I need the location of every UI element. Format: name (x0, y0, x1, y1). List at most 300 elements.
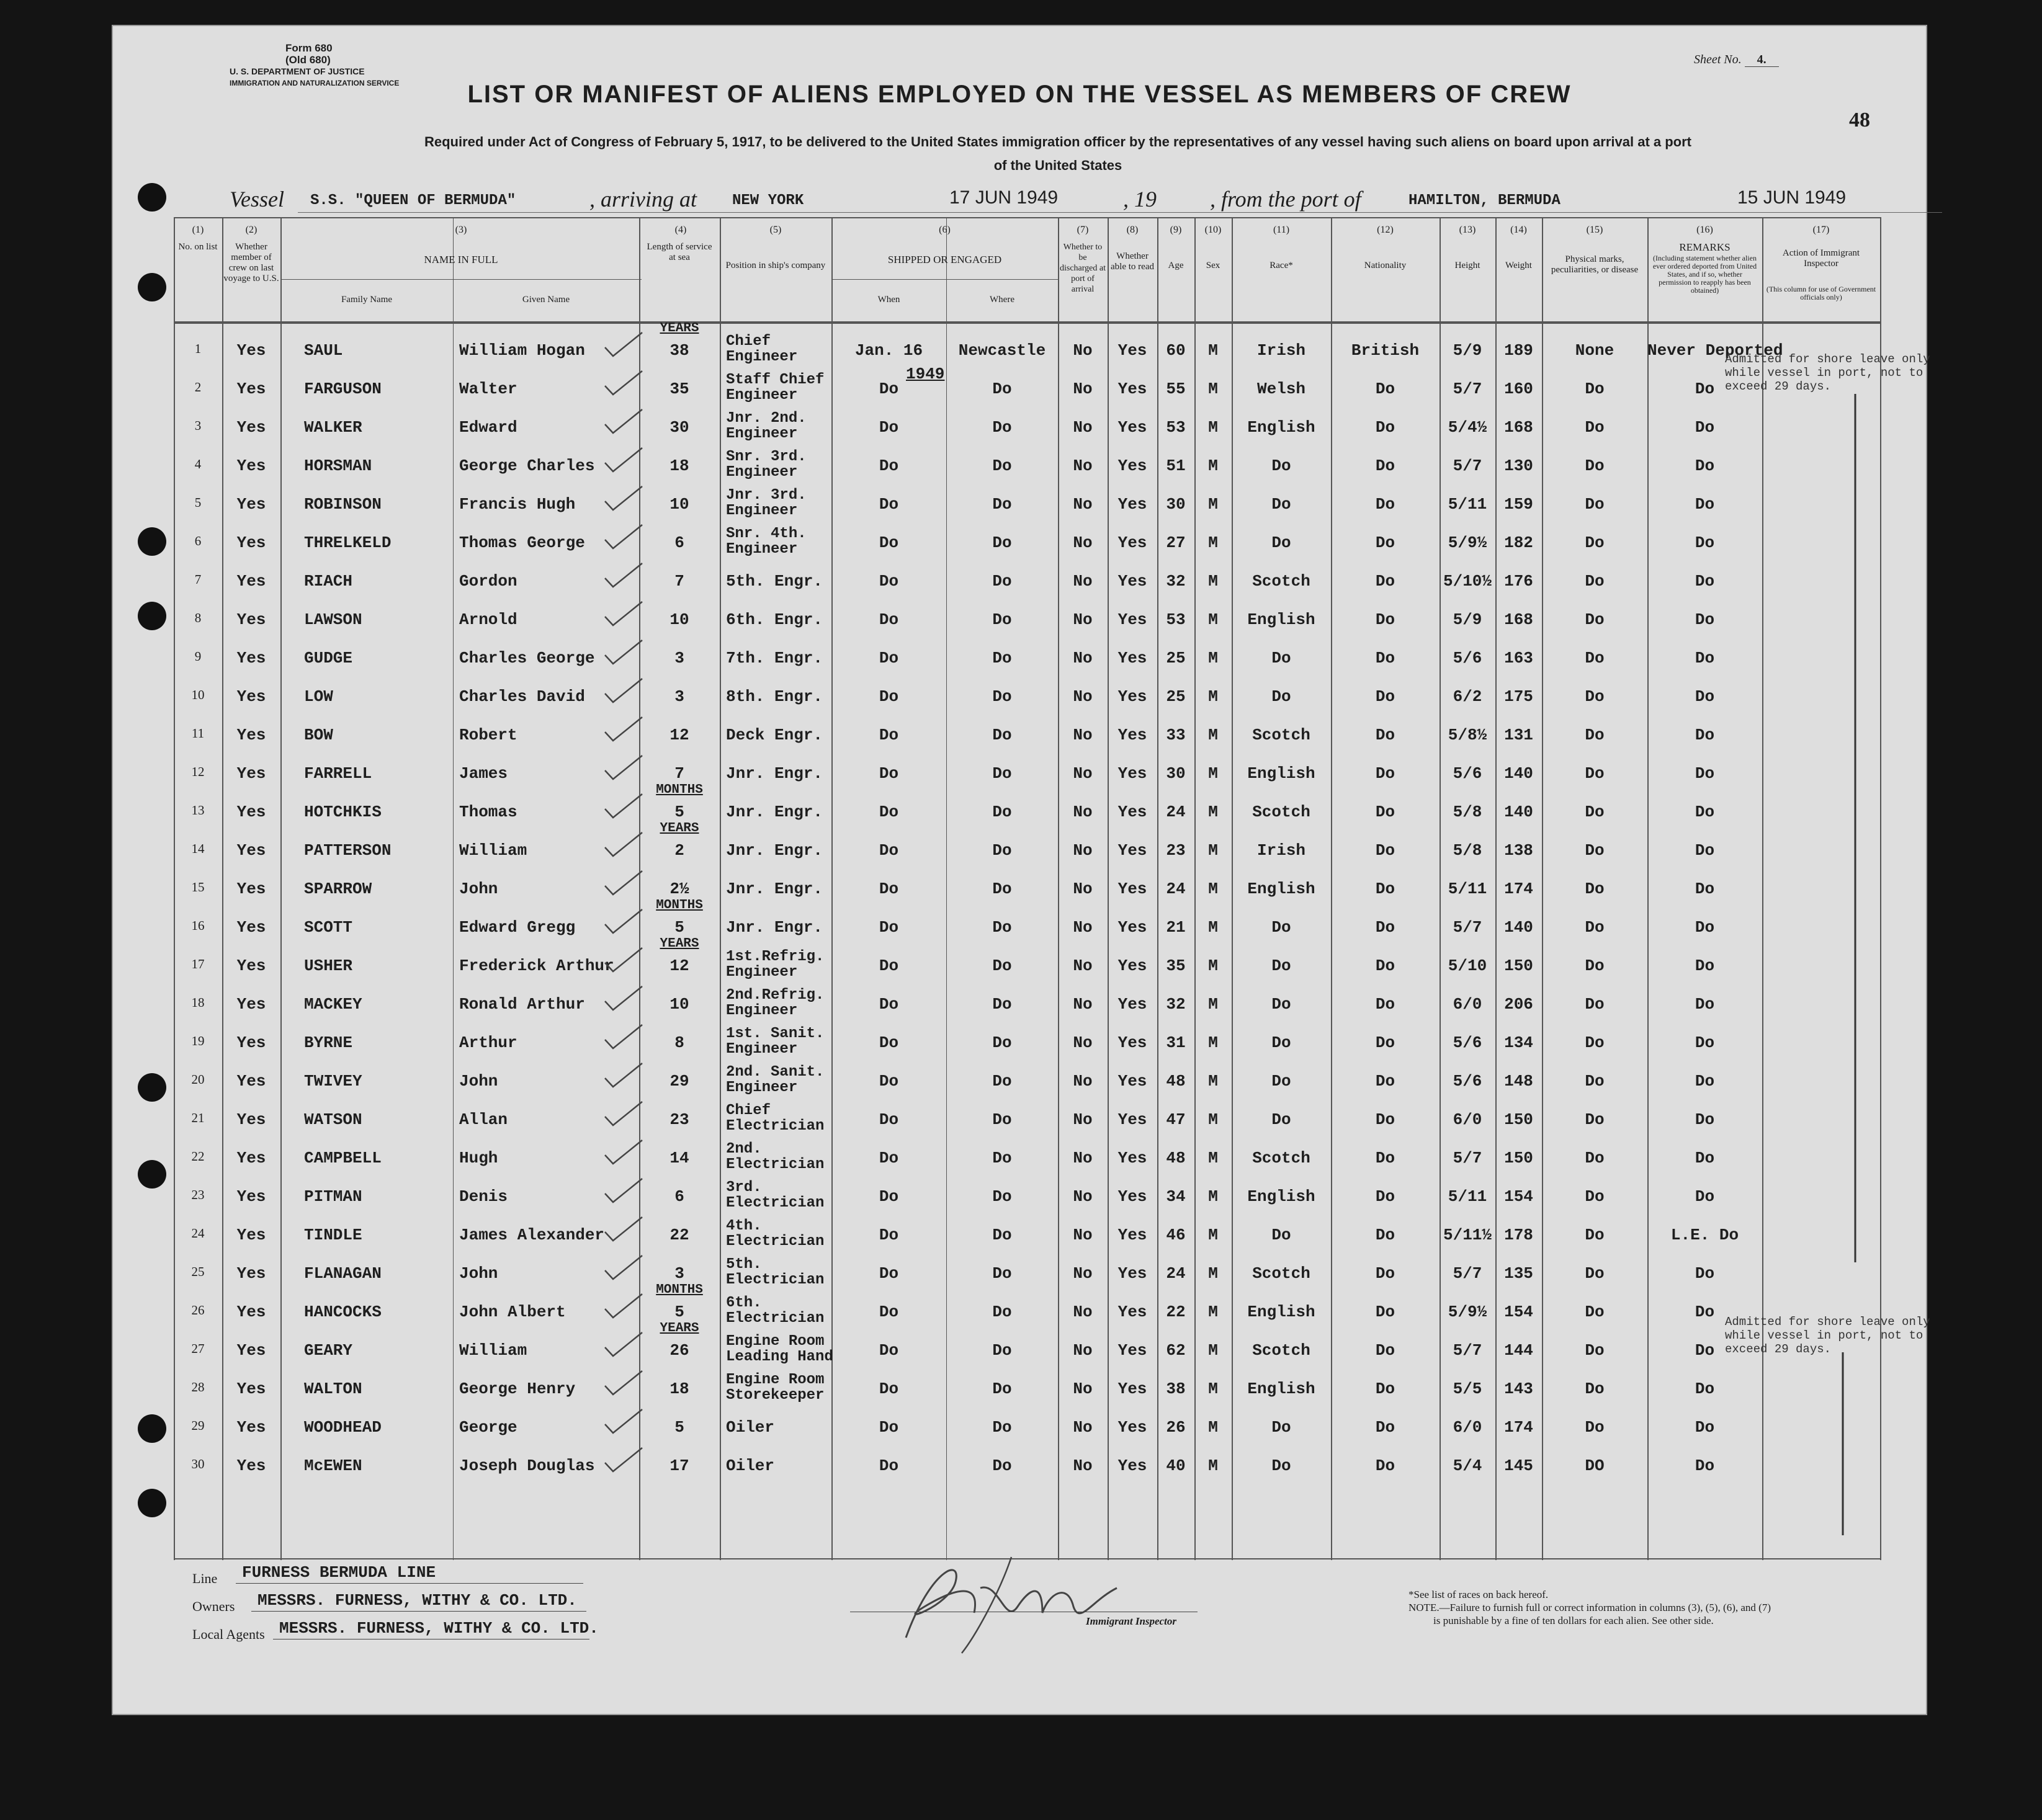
given-name: Allan (459, 1110, 508, 1129)
height: 5/9 (1453, 341, 1482, 360)
prev-voyage: Yes (236, 918, 266, 937)
shipped-where: Newcastle (958, 341, 1046, 360)
service-unit-label: YEARS (660, 321, 699, 336)
check-mark (602, 445, 645, 476)
weight: 182 (1504, 533, 1533, 552)
physical-marks: Do (1585, 764, 1605, 783)
service-length: 12 (669, 726, 689, 744)
col-num: (8) (1126, 225, 1139, 235)
sex: M (1208, 1226, 1218, 1244)
physical-marks: Do (1585, 380, 1605, 398)
form-old-number: (Old 680) (285, 54, 331, 66)
able-to-read: Yes (1117, 495, 1147, 514)
weight: 131 (1504, 726, 1533, 744)
height: 5/7 (1453, 1264, 1482, 1283)
remarks: Do (1695, 687, 1715, 706)
row-number: 16 (191, 918, 205, 933)
row-number: 23 (191, 1187, 205, 1202)
service-length: 6 (674, 1187, 684, 1206)
given-name: George (459, 1418, 517, 1437)
family-name: WALTON (304, 1380, 362, 1398)
remarks: Do (1695, 418, 1715, 437)
position: Deck Engr. (726, 726, 823, 744)
physical-marks: Do (1585, 880, 1605, 898)
able-to-read: Yes (1117, 1149, 1147, 1167)
height: 5/9½ (1448, 533, 1487, 552)
remarks: Do (1695, 610, 1715, 629)
shipped-where: Do (992, 880, 1012, 898)
prev-voyage: Yes (236, 764, 266, 783)
height: 6/0 (1453, 1110, 1482, 1129)
owners-label: Owners (192, 1599, 235, 1614)
shore-leave-stamp-top: Admitted for shore leave only while vessel in port, not to exceed 29 days. (1725, 352, 1930, 393)
service-length: 6 (674, 533, 684, 552)
able-to-read: Yes (1117, 1456, 1147, 1475)
check-mark (602, 868, 645, 899)
shipped-when: Do (879, 1226, 899, 1244)
shipped-where: Do (992, 957, 1012, 975)
family-name: GEARY (304, 1341, 353, 1360)
family-name: FARGUSON (304, 380, 382, 398)
check-mark (602, 1407, 645, 1438)
col-num: (13) (1459, 225, 1476, 235)
punch-hole (138, 1073, 166, 1102)
race: Do (1271, 1418, 1291, 1437)
able-to-read: Yes (1117, 1341, 1147, 1360)
shipped-where: Do (992, 995, 1012, 1014)
service-length: 7 (674, 572, 684, 591)
inspector-label: Immigrant Inspector (1086, 1615, 1176, 1627)
family-name: LOW (304, 687, 333, 706)
prev-voyage: Yes (236, 1418, 266, 1437)
remarks: Do (1695, 1072, 1715, 1091)
from-port-label: , from the port of (1210, 187, 1361, 212)
given-name: Walter (459, 380, 517, 398)
weight: 150 (1504, 1110, 1533, 1129)
race: Do (1271, 1226, 1291, 1244)
sex: M (1208, 918, 1218, 937)
physical-marks: Do (1585, 1226, 1605, 1244)
position: 8th. Engr. (726, 687, 823, 706)
position: Jnr. 3rd. Engineer (726, 487, 807, 519)
prev-voyage: Yes (236, 841, 266, 860)
remarks: Do (1695, 1149, 1715, 1167)
nationality: British (1351, 341, 1420, 360)
row-number: 1 (194, 341, 202, 356)
given-name: John (459, 1264, 498, 1283)
position: 2nd. Sanit. Engineer (726, 1064, 825, 1096)
family-name: HORSMAN (304, 457, 372, 475)
race: Do (1271, 457, 1291, 475)
age: 38 (1166, 1380, 1186, 1398)
height: 5/6 (1453, 1072, 1482, 1091)
col-header-read: Whether able to read (1111, 251, 1154, 272)
prev-voyage: Yes (236, 1149, 266, 1167)
physical-marks: Do (1585, 1341, 1605, 1360)
weight: 148 (1504, 1072, 1533, 1091)
discharged: No (1073, 1110, 1093, 1129)
race: English (1247, 1303, 1315, 1321)
given-name: Arthur (459, 1033, 517, 1052)
age: 46 (1166, 1226, 1186, 1244)
shipped-where: Do (992, 533, 1012, 552)
able-to-read: Yes (1117, 1033, 1147, 1052)
able-to-read: Yes (1117, 1110, 1147, 1129)
nationality: Do (1375, 1303, 1395, 1321)
position: Oiler (726, 1456, 775, 1475)
remarks: Do (1695, 803, 1715, 821)
position: Jnr. Engr. (726, 918, 823, 937)
able-to-read: Yes (1117, 610, 1147, 629)
prev-voyage: Yes (236, 572, 266, 591)
race: Welsh (1256, 380, 1305, 398)
service-length: 14 (669, 1149, 689, 1167)
given-name: William (459, 1341, 527, 1360)
age: 55 (1166, 380, 1186, 398)
family-name: RIACH (304, 572, 353, 591)
race: Scotch (1252, 572, 1310, 591)
discharged: No (1073, 1187, 1093, 1206)
col-header-inspector-note: (This column for use of Government officials only) (1766, 285, 1876, 301)
discharged: No (1073, 1072, 1093, 1091)
age: 47 (1166, 1110, 1186, 1129)
row-number: 4 (194, 457, 202, 471)
row-number: 10 (191, 687, 205, 702)
able-to-read: Yes (1117, 572, 1147, 591)
remarks: Do (1695, 533, 1715, 552)
shipped-when: Do (879, 1110, 899, 1129)
weight: 135 (1504, 1264, 1533, 1283)
check-mark (602, 1253, 645, 1284)
col-header-weight: Weight (1505, 261, 1532, 270)
remarks: Do (1695, 918, 1715, 937)
physical-marks: Do (1585, 1033, 1605, 1052)
punch-hole (138, 527, 166, 556)
family-name: THRELKELD (304, 533, 392, 552)
given-name: Frederick Arthur (459, 957, 614, 975)
check-mark (602, 599, 645, 630)
prev-voyage: Yes (236, 957, 266, 975)
height: 5/9 (1453, 610, 1482, 629)
given-name: Robert (459, 726, 517, 744)
row-number: 26 (191, 1303, 205, 1318)
family-name: FARRELL (304, 764, 372, 783)
remarks: Do (1695, 457, 1715, 475)
height: 5/6 (1453, 649, 1482, 667)
position: 7th. Engr. (726, 649, 823, 667)
vessel-line (230, 186, 1905, 217)
shipped-where: Do (992, 572, 1012, 591)
shipped-when: Do (879, 572, 899, 591)
check-mark (602, 1215, 645, 1246)
position: Engine Room Leading Hand (726, 1333, 833, 1365)
page-number: 48 (1849, 109, 1870, 132)
prev-voyage: Yes (236, 341, 266, 360)
nationality: Do (1375, 1033, 1395, 1052)
height: 5/5 (1453, 1380, 1482, 1398)
nationality: Do (1375, 649, 1395, 667)
weight: 140 (1504, 918, 1533, 937)
weight: 154 (1504, 1303, 1533, 1321)
shipped-when: Do (879, 533, 899, 552)
arriving-port: NEW YORK (732, 192, 804, 209)
shipped-where: Do (992, 649, 1012, 667)
sex: M (1208, 380, 1218, 398)
height: 5/8 (1453, 803, 1482, 821)
age: 35 (1166, 957, 1186, 975)
shipped-where: Do (992, 1110, 1012, 1129)
sex: M (1208, 1072, 1218, 1091)
position: Staff Chief Engineer (726, 372, 825, 404)
col-num: (7) (1077, 225, 1089, 235)
race: Do (1271, 649, 1291, 667)
punch-hole (138, 1160, 166, 1189)
family-name: McEWEN (304, 1456, 362, 1475)
nationality: Do (1375, 1380, 1395, 1398)
age: 30 (1166, 495, 1186, 514)
shipped-when: Do (879, 1149, 899, 1167)
position: 2nd. Electrician (726, 1141, 825, 1173)
shipped-when: Do (879, 1264, 899, 1283)
able-to-read: Yes (1117, 1264, 1147, 1283)
able-to-read: Yes (1117, 457, 1147, 475)
shipped-when: Do (879, 1033, 899, 1052)
col-header-physical-marks: Physical marks, peculiarities, or disease (1551, 254, 1639, 275)
row-number: 6 (194, 533, 202, 548)
service-length: 10 (669, 995, 689, 1014)
given-name: William (459, 841, 527, 860)
height: 5/4 (1453, 1456, 1482, 1475)
height: 5/11 (1448, 880, 1487, 898)
physical-marks: Do (1585, 995, 1605, 1014)
nationality: Do (1375, 1072, 1395, 1091)
col-header-family-name: Family Name (341, 295, 393, 305)
position: Engine Room Storekeeper (726, 1372, 825, 1404)
discharged: No (1073, 649, 1093, 667)
sex: M (1208, 418, 1218, 437)
shipped-year: 1949 (906, 365, 945, 383)
race: English (1247, 1187, 1315, 1206)
check-mark (602, 676, 645, 707)
prev-voyage: Yes (236, 1187, 266, 1206)
row-number: 7 (194, 572, 202, 587)
nationality: Do (1375, 1418, 1395, 1437)
nationality: Do (1375, 1226, 1395, 1244)
given-name: Ronald Arthur (459, 995, 585, 1014)
age: 22 (1166, 1303, 1186, 1321)
height: 5/11½ (1443, 1226, 1492, 1244)
col-header-race: Race* (1270, 261, 1293, 270)
shipped-when: Do (879, 803, 899, 821)
row-number: 22 (191, 1149, 205, 1164)
given-name: Thomas (459, 803, 517, 821)
discharged: No (1073, 380, 1093, 398)
weight: 140 (1504, 764, 1533, 783)
shipped-where: Do (992, 1149, 1012, 1167)
family-name: WALKER (304, 418, 362, 437)
shipped-when: Do (879, 841, 899, 860)
col-header-height: Height (1454, 261, 1480, 270)
age: 60 (1166, 341, 1186, 360)
inspector-vertical-marks (1762, 217, 1880, 1560)
service-length: 3 (674, 1264, 684, 1283)
age: 32 (1166, 572, 1186, 591)
family-name: WATSON (304, 1110, 362, 1129)
able-to-read: Yes (1117, 341, 1147, 360)
service-length: 18 (669, 1380, 689, 1398)
shipped-when: Do (879, 1380, 899, 1398)
service-unit-label: YEARS (660, 937, 699, 951)
physical-marks: Do (1585, 457, 1605, 475)
shipped-when: Do (879, 495, 899, 514)
nationality: Do (1375, 380, 1395, 398)
able-to-read: Yes (1117, 803, 1147, 821)
shipped-where: Do (992, 1226, 1012, 1244)
line-label: Line (192, 1571, 218, 1586)
year-label: , 19 (1123, 187, 1157, 212)
shipped-when: Do (879, 1341, 899, 1360)
col-num: (14) (1510, 225, 1527, 235)
given-name: Arnold (459, 610, 517, 629)
prev-voyage: Yes (236, 995, 266, 1014)
weight: 160 (1504, 380, 1533, 398)
discharged: No (1073, 457, 1093, 475)
service-unit-label: MONTHS (656, 898, 703, 912)
col-num: (16) (1696, 225, 1713, 235)
family-name: MACKEY (304, 995, 362, 1014)
sex: M (1208, 1187, 1218, 1206)
service-length: 2½ (669, 880, 689, 898)
shipped-where: Do (992, 1341, 1012, 1360)
punch-hole (138, 1414, 166, 1443)
physical-marks: Do (1585, 418, 1605, 437)
remarks: Do (1695, 1187, 1715, 1206)
discharged: No (1073, 1341, 1093, 1360)
check-mark (602, 1445, 645, 1476)
remarks: Do (1695, 649, 1715, 667)
physical-marks: Do (1585, 610, 1605, 629)
arriving-label: , arriving at (589, 187, 697, 212)
document-title: LIST OR MANIFEST OF ALIENS EMPLOYED ON THE VESSEL AS MEMBERS OF CREW (467, 81, 1572, 108)
position: 1st.Refrig. Engineer (726, 948, 825, 981)
age: 34 (1166, 1187, 1186, 1206)
prev-voyage: Yes (236, 610, 266, 629)
discharged: No (1073, 572, 1093, 591)
given-name: Gordon (459, 572, 517, 591)
check-mark (602, 484, 645, 515)
sheet-label: Sheet No. (1694, 53, 1742, 66)
service-length: 3 (674, 649, 684, 667)
able-to-read: Yes (1117, 533, 1147, 552)
position: Chief Engineer (726, 333, 798, 365)
shipped-where: Do (992, 726, 1012, 744)
row-number: 15 (191, 880, 205, 894)
shipped-where: Do (992, 418, 1012, 437)
weight: 144 (1504, 1341, 1533, 1360)
race: English (1247, 880, 1315, 898)
col-header-shipped: SHIPPED OR ENGAGED (887, 254, 1002, 265)
col-header-position: Position in ship's company (725, 261, 826, 270)
service-length: 3 (674, 687, 684, 706)
service-length: 38 (669, 341, 689, 360)
prev-voyage: Yes (236, 1303, 266, 1321)
check-mark (602, 1061, 645, 1092)
service-length: 18 (669, 457, 689, 475)
col-header-given-name: Given Name (522, 295, 570, 305)
shipped-when: Do (879, 764, 899, 783)
agents-value: MESSRS. FURNESS, WITHY & CO. LTD. (279, 1619, 599, 1638)
discharged: No (1073, 764, 1093, 783)
nationality: Do (1375, 880, 1395, 898)
height: 5/11 (1448, 1187, 1487, 1206)
weight: 143 (1504, 1380, 1533, 1398)
age: 24 (1166, 1264, 1186, 1283)
given-name: George Henry (459, 1380, 576, 1398)
given-name: William Hogan (459, 341, 585, 360)
height: 6/2 (1453, 687, 1482, 706)
row-number: 24 (191, 1226, 205, 1241)
able-to-read: Yes (1117, 957, 1147, 975)
able-to-read: Yes (1117, 880, 1147, 898)
age: 48 (1166, 1072, 1186, 1091)
height: 5/7 (1453, 380, 1482, 398)
remarks: Do (1695, 880, 1715, 898)
able-to-read: Yes (1117, 726, 1147, 744)
sex: M (1208, 764, 1218, 783)
nationality: Do (1375, 1149, 1395, 1167)
remarks: Do (1695, 1456, 1715, 1475)
discharged: No (1073, 687, 1093, 706)
col-header-nationality: Nationality (1364, 261, 1407, 270)
given-name: James (459, 764, 508, 783)
sex: M (1208, 1456, 1218, 1475)
weight: 154 (1504, 1187, 1533, 1206)
able-to-read: Yes (1117, 918, 1147, 937)
col-num: (12) (1377, 225, 1394, 235)
able-to-read: Yes (1117, 841, 1147, 860)
discharged: No (1073, 880, 1093, 898)
check-mark (602, 1099, 645, 1130)
prev-voyage: Yes (236, 880, 266, 898)
given-name: Edward (459, 418, 517, 437)
shipped-when: Do (879, 457, 899, 475)
family-name: USHER (304, 957, 353, 975)
nationality: Do (1375, 803, 1395, 821)
service-unit-label: MONTHS (656, 1283, 703, 1297)
punch-hole (138, 1489, 166, 1517)
family-name: BOW (304, 726, 333, 744)
service-length: 10 (669, 495, 689, 514)
sex: M (1208, 1380, 1218, 1398)
prev-voyage: Yes (236, 1456, 266, 1475)
row-number: 19 (191, 1033, 205, 1048)
service-length: 5 (674, 803, 684, 821)
col-num: (3) (455, 225, 467, 235)
punch-hole (138, 602, 166, 630)
physical-marks: Do (1585, 1110, 1605, 1129)
service-length: 26 (669, 1341, 689, 1360)
physical-marks: Do (1585, 957, 1605, 975)
weight: 159 (1504, 495, 1533, 514)
race: English (1247, 1380, 1315, 1398)
weight: 175 (1504, 687, 1533, 706)
punch-hole (138, 273, 166, 301)
age: 25 (1166, 687, 1186, 706)
prev-voyage: Yes (236, 649, 266, 667)
shipped-when: Do (879, 995, 899, 1014)
shipped-where: Do (992, 1187, 1012, 1206)
row-number: 2 (194, 380, 202, 395)
